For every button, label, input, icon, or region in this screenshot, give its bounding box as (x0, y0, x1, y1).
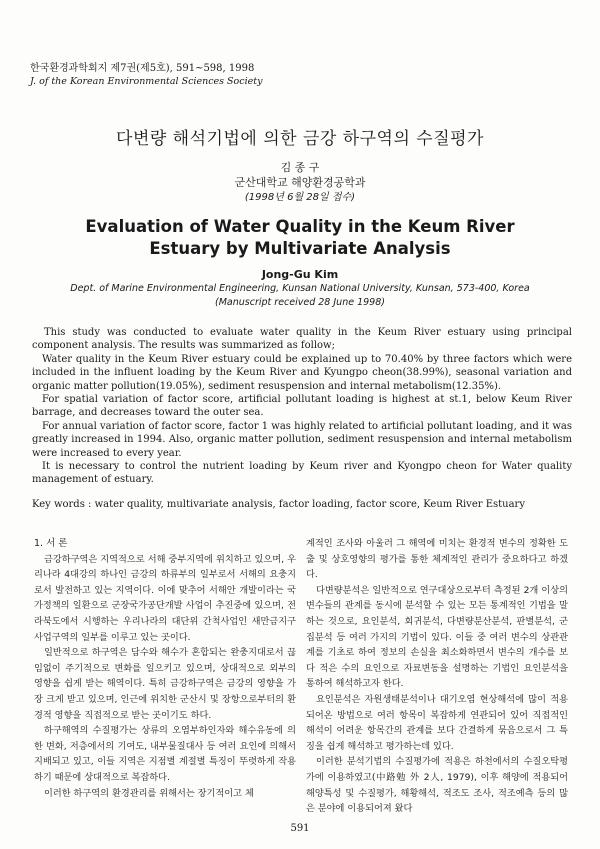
section-heading-introduction: 1. 서 론 (34, 538, 68, 549)
body-paragraph: 이러한 분석기법의 수질평가에 적용은 하천에서의 수질오탁평가에 이용하였고(中路勉 外 2人, 1979), 이후 해양에 적용되어 해양특성 및 수질평가, 해황해석, 적조도 조사, 적조예측 등의 많은 분야에 이용되어져 왔다 (306, 756, 568, 815)
author-name-english: Jong-Gu Kim (261, 268, 339, 281)
body-paragraph: 요인분석은 자원생태분석이나 대기오염 현상해석에 많이 적용되어온 방법으로 여러 항목이 복잡하게 연관되어 있어 직접적인 해석이 어려운 항목간의 관계를 보다 간결하게 묶음으로서 그 특징을 쉽게 해석하고 평가하는데 있다. (306, 693, 568, 752)
manuscript-received: (Manuscript received 28 June 1998) (215, 297, 385, 308)
body-column-right (306, 536, 568, 817)
abstract-paragraph: For spatial variation of factor score, artificial pollutant loading is highest at st.1, below Keum River barrage, and decreases toward the outer sea. (32, 394, 572, 419)
abstract-paragraph: Water quality in the Keum River estuary could be explained up to 70.40% by three factors which were included in the influent loading by the Keum River and Kyungpo cheon(38.99%), seasonal variation and organic matter pollution(19.05%), sediment resuspension and internal metabolism(12.35%). (32, 353, 572, 392)
body-paragraph: 계적인 조사와 아울러 그 해역에 미치는 환경적 변수의 정확한 도출 및 상호영향의 평가를 통한 체계적인 관리가 중요하다고 하겠다. (306, 538, 568, 581)
body-paragraph: 일반적으로 하구역은 담수와 해수가 혼합되는 완충지대로서 끊임없이 주기적으로 변화를 일으키고 있으며, 상대적으로 외부의 영향을 쉽게 받는 해역이다. 특히 금강하구역은 금강의 영향을 가장 크게 받고 있으며, 인근에 위치한 군산시 및 장항으로부터의 환경적 영향을 직접적으로 받는 곳이기도 하다. (34, 647, 296, 721)
body-paragraph: 다변량분석은 일반적으로 연구대상으로부터 측정된 2개 이상의 변수들의 관계를 동시에 분석할 수 있는 모든 통계적인 기법을 말하는 것으로, 요인분석, 회귀분석, 다변량분산분석, 판별분석, 군집분석 등 여러 가지의 기법이 있다. 이들 중 여러 변수의 상관관계를 기초로 하여 정보의 손실을 최소화하면서 변수의 개수를 보다 적은 수의 요인으로 자료변동을 설명하는 기법인 요인분석을 통하여 해석하고자 한다. (306, 584, 568, 690)
journal-english-name: J. of the Korean Environmental Sciences Society (30, 76, 263, 87)
affiliation-korean: 군산대학교 해양환경공학과 (234, 176, 366, 189)
body-paragraph: 하구해역의 수질평가는 상류의 오염부하인자와 해수유동에 의한 변화, 저층에서의 기여도, 내부물질대사 등 여러 요인에 의해서 지배되고 있고, 이들 지역은 지점별 계절별 특징이 뚜렷하게 작용하기 때문에 상대적으로 복잡하다. (34, 725, 296, 783)
abstract-paragraph: For annual variation of factor score, factor 1 was highly related to artificial pollutant loading, and it was greatly increased in 1994. Also, organic matter pollution, sediment resuspension and internal metabolism were increased to every year. (32, 420, 572, 459)
author-block-english (0, 268, 600, 310)
journal-korean-citation: 한국환경과학회지 제7권(제5호), 591~598, 1998 (30, 63, 255, 74)
body-column-left (34, 536, 296, 801)
keywords: Key words : water quality, multivariate analysis, factor loading, factor score, Keum River Estuary (32, 499, 525, 510)
page-number: 591 (290, 823, 310, 834)
abstract (32, 326, 572, 487)
author-block-korean (0, 160, 600, 205)
title-english: Evaluation of Water Quality in the Keum River Estuary by Multivariate Analysis (85, 217, 515, 258)
abstract-paragraph: It is necessary to control the nutrient loading by Keum river and Kyongpo cheon for Water quality management of estuary. (32, 461, 572, 486)
abstract-paragraph: This study was conducted to evaluate water quality in the Keum River estuary using principal component analysis. The results was summarized as follow; (32, 327, 572, 352)
body-paragraph: 금강하구역은 지역적으로 서해 중부지역에 위치하고 있으며, 우리나라 4대강의 하나인 금강의 하류부의 일부로서 서해의 요충지로서 발전하고 있는 지역이다. 이에 맞추어 서해안 개발이라는 국가정책의 일환으로 군장국가공단개발 사업이 추진중에 있으며, 전라북도에서 시행하는 우리나라의 대단위 간척사업인 새만금지구 사업구역의 일부를 이루고 있는 곳이다. (34, 553, 296, 643)
body-paragraph: 이러한 하구역의 환경관리를 위해서는 장기적이고 체 (44, 787, 254, 799)
affiliation-english: Dept. of Marine Environmental Engineering, Kunsan National University, Kunsan, 573-400, Korea (70, 283, 530, 294)
author-name-korean: 김 종 구 (280, 161, 320, 174)
title-korean: 다변량 해석기법에 의한 금강 하구역의 수질평가 (116, 129, 484, 149)
received-date-korean: (1998년 6월 28일 접수) (244, 192, 356, 203)
journal-header (30, 62, 262, 88)
